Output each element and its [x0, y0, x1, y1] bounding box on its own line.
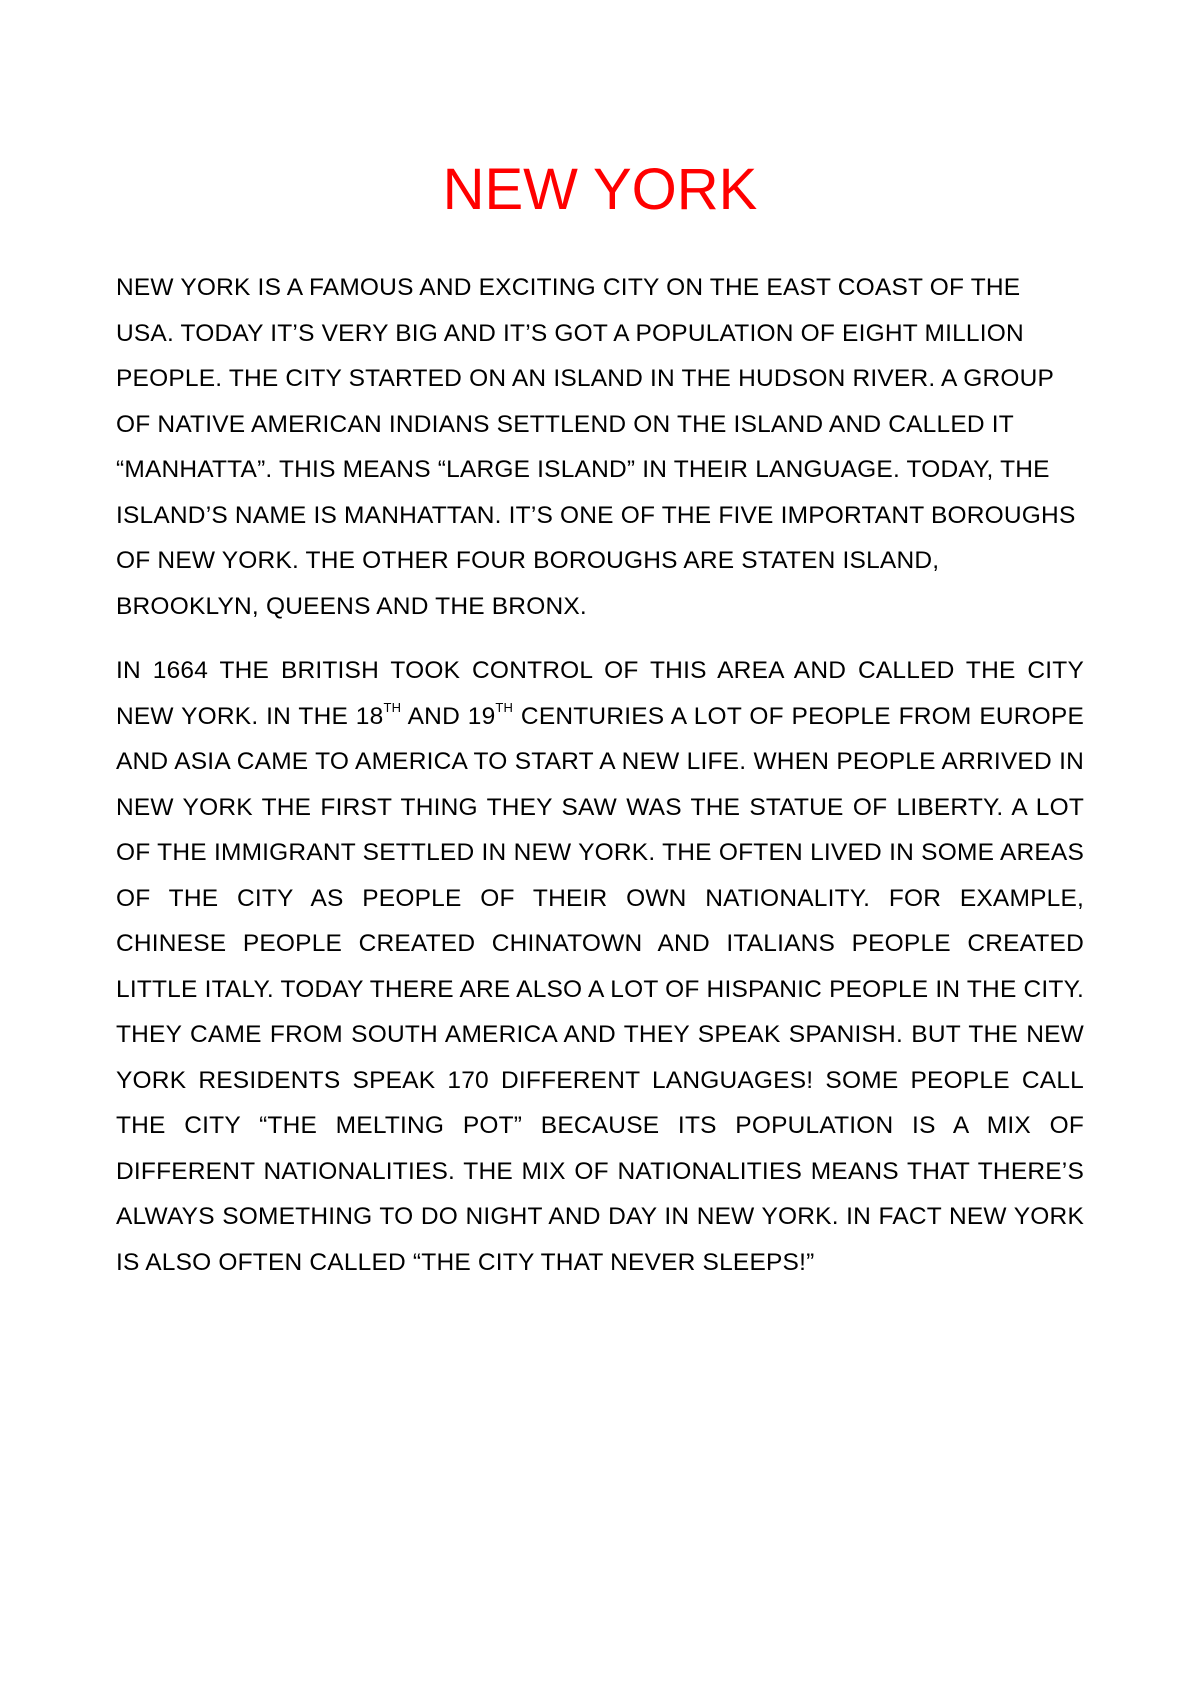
paragraph-history-part-b: AND 19	[401, 702, 496, 730]
paragraph-history-part-a: IN 1664 THE BRITISH TOOK CONTROL OF THIS AREA AND CALLED THE CITY NEW YORK. IN THE 18	[116, 657, 1084, 730]
page-title: NEW YORK	[442, 157, 758, 222]
paragraph-history	[116, 648, 1084, 1285]
paragraph-intro: NEW YORK IS A FAMOUS AND EXCITING CITY ON THE EAST COAST OF THE USA. TODAY IT’S VERY BIG AND IT’S GOT A POPULATION OF EIGHT MILLION PEOPLE. THE CITY STARTED ON AN ISLAND IN THE HUDSON RIVER. A GROUP OF NATIVE AMERICAN INDIANS SETTLEND ON THE ISLAND AND CALLED IT “MANHATTA”. THIS MEANS “LARGE ISLAND” IN THEIR LANGUAGE. TODAY, THE ISLAND’S NAME IS MANHATTAN. IT’S ONE OF THE FIVE IMPORTANT BOROUGHS OF NEW YORK. THE OTHER FOUR BOROUGHS ARE STATEN ISLAND, BROOKLYN, QUEENS AND THE BRONX.	[116, 274, 1076, 620]
ordinal-suffix: TH	[383, 700, 402, 716]
ordinal-suffix: TH	[495, 700, 514, 716]
paragraph-history-part-c: CENTURIES A LOT OF PEOPLE FROM EUROPE AND ASIA CAME TO AMERICA TO START A NEW LIFE. WHEN PEOPLE ARRIVED IN NEW YORK THE FIRST THING THEY SAW WAS THE STATUE OF LIBERTY. A LOT OF THE IMMIGRANT SETTLED IN NEW YORK. THE OFTEN LIVED IN SOME AREAS OF THE CITY AS PEOPLE OF THEIR OWN NATIONALITY. FOR EXAMPLE, CHINESE PEOPLE CREATED CHINATOWN AND ITALIANS PEOPLE CREATED LITTLE ITALY. TODAY THERE ARE ALSO A LOT OF HISPANIC PEOPLE IN THE CITY. THEY CAME FROM SOUTH AMERICA AND THEY SPEAK SPANISH. BUT THE NEW YORK RESIDENTS SPEAK 170 DIFFERENT LANGUAGES! SOME PEOPLE CALL THE CITY “THE MELTING POT” BECAUSE ITS POPULATION IS A MIX OF DIFFERENT NATIONALITIES. THE MIX OF NATIONALITIES MEANS THAT THERE’S ALWAYS SOMETHING TO DO NIGHT AND DAY IN NEW YORK. IN FACT NEW YORK IS ALSO OFTEN CALLED “THE CITY THAT NEVER SLEEPS!”	[116, 702, 1084, 1276]
